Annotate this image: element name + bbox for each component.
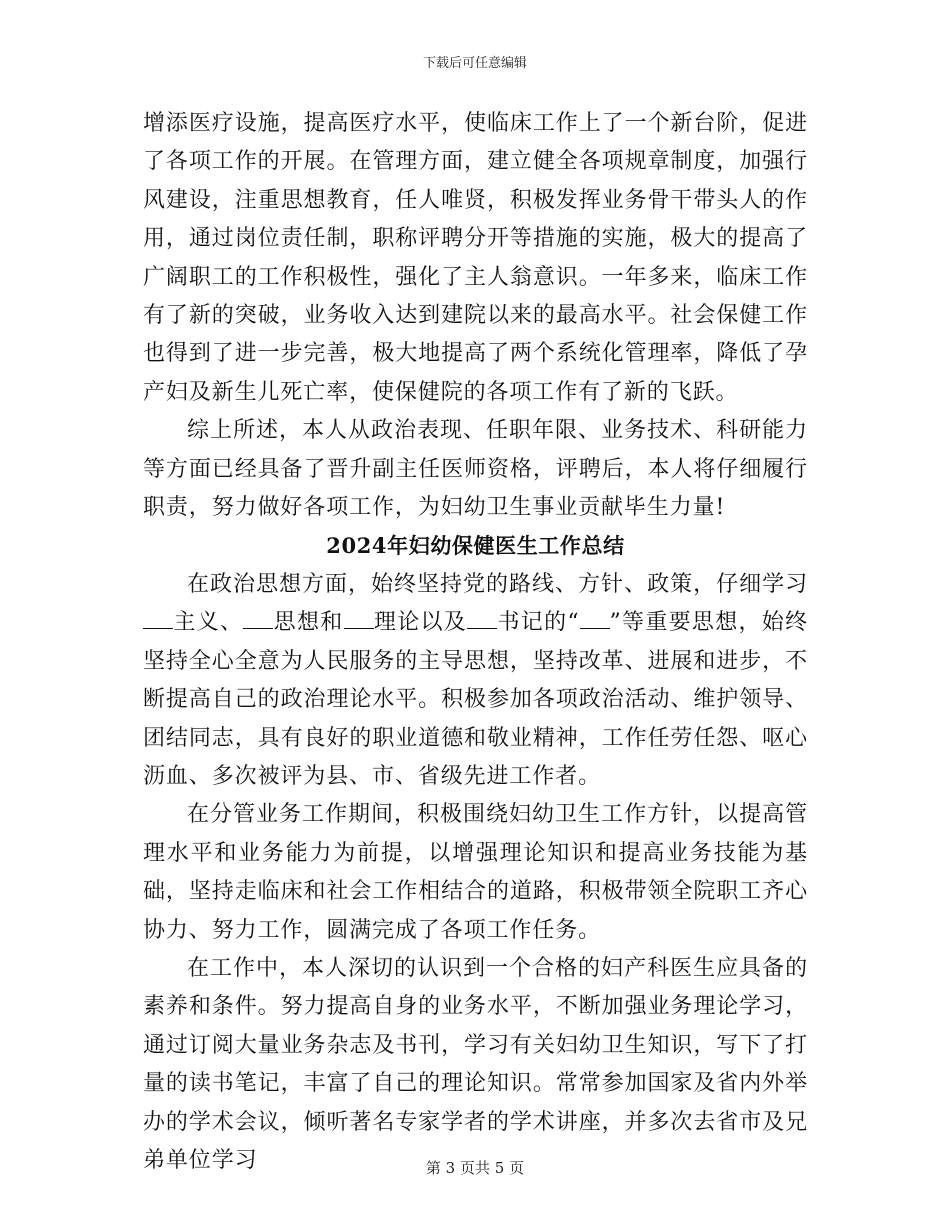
paragraph-4: 在分管业务工作期间，积极围绕妇幼卫生工作方针，以提高管理水平和业务能力为前提，以增强理论知识和提高业务技能为基础，坚持走临床和社会工作相结合的道路，积极带领全院职工齐心协力、努力工作，圆满完成了各项工作任务。 bbox=[143, 802, 808, 943]
paragraph-3-text-4: 理论以及 bbox=[373, 610, 468, 636]
paragraph-3-text-6: ”等重要思想，始终坚持全心全意为人民服务的主导思想，坚持改革、进展和进步，不断提高自己的政治理论水平。积极参加各项政治活动、维护领导、团结同志，具有良好的职业道德和敬业精神，工作任劳任怨、呕心沥血、多次被评为县、市、省级先进工作者。 bbox=[143, 610, 808, 789]
fill-blank bbox=[467, 606, 497, 629]
section-title: 2024年妇幼保健医生工作总结 bbox=[326, 533, 625, 559]
page-number: 第 3 页共 5 页 bbox=[425, 1159, 525, 1177]
paragraph-5: 在工作中，本人深切的认识到一个合格的妇产科医生应具备的素养和条件。努力提高自身的业务水平，不断加强业务理论学习，通过订阅大量业务杂志及书刊，学习有关妇幼卫生知识，写下了打量的读书笔记，丰富了自己的理论知识。常常参加国家及省内外举办的学术会议，倾听著名专家学者的学术讲座，并多次去省市及兄弟单位学习 bbox=[143, 955, 808, 1173]
fill-blank bbox=[580, 606, 610, 629]
paragraph-3-text-3: 思想和 bbox=[273, 610, 344, 636]
header-note: 下载后可任意编辑 bbox=[422, 56, 527, 71]
document-body bbox=[143, 105, 808, 1180]
paragraph-3-text-2: 主义、 bbox=[173, 610, 244, 636]
paragraph-3-text-5: 书记的“ bbox=[497, 610, 580, 636]
paragraph-3-text-1: 在政治思想方面，始终坚持党的路线、方针、政策，仔细学习 bbox=[187, 571, 808, 597]
fill-blank bbox=[143, 606, 173, 629]
paragraph-3 bbox=[143, 566, 808, 796]
paragraph-1: 增添医疗设施，提高医疗水平，使临床工作上了一个新台阶，促进了各项工作的开展。在管理方面，建立健全各项规章制度，加强行风建设，注重思想教育，任人唯贤，积极发挥业务骨干带头人的作用，通过岗位责任制，职称评聘分开等措施的实施，极大的提高了广阔职工的工作积极性，强化了主人翁意识。一年多来，临床工作有了新的突破，业务收入达到建院以来的最高水平。社会保健工作也得到了进一步完善，极大地提高了两个系统化管理率，降低了孕产妇及新生儿死亡率，使保健院的各项工作有了新的飞跃。 bbox=[143, 111, 808, 405]
paragraph-2: 综上所述，本人从政治表现、任职年限、业务技术、科研能力等方面已经具备了晋升副主任医师资格，评聘后，本人将仔细履行职责，努力做好各项工作，为妇幼卫生事业贡献毕生力量! bbox=[143, 418, 808, 521]
fill-blank bbox=[344, 606, 374, 629]
fill-blank bbox=[243, 606, 273, 629]
